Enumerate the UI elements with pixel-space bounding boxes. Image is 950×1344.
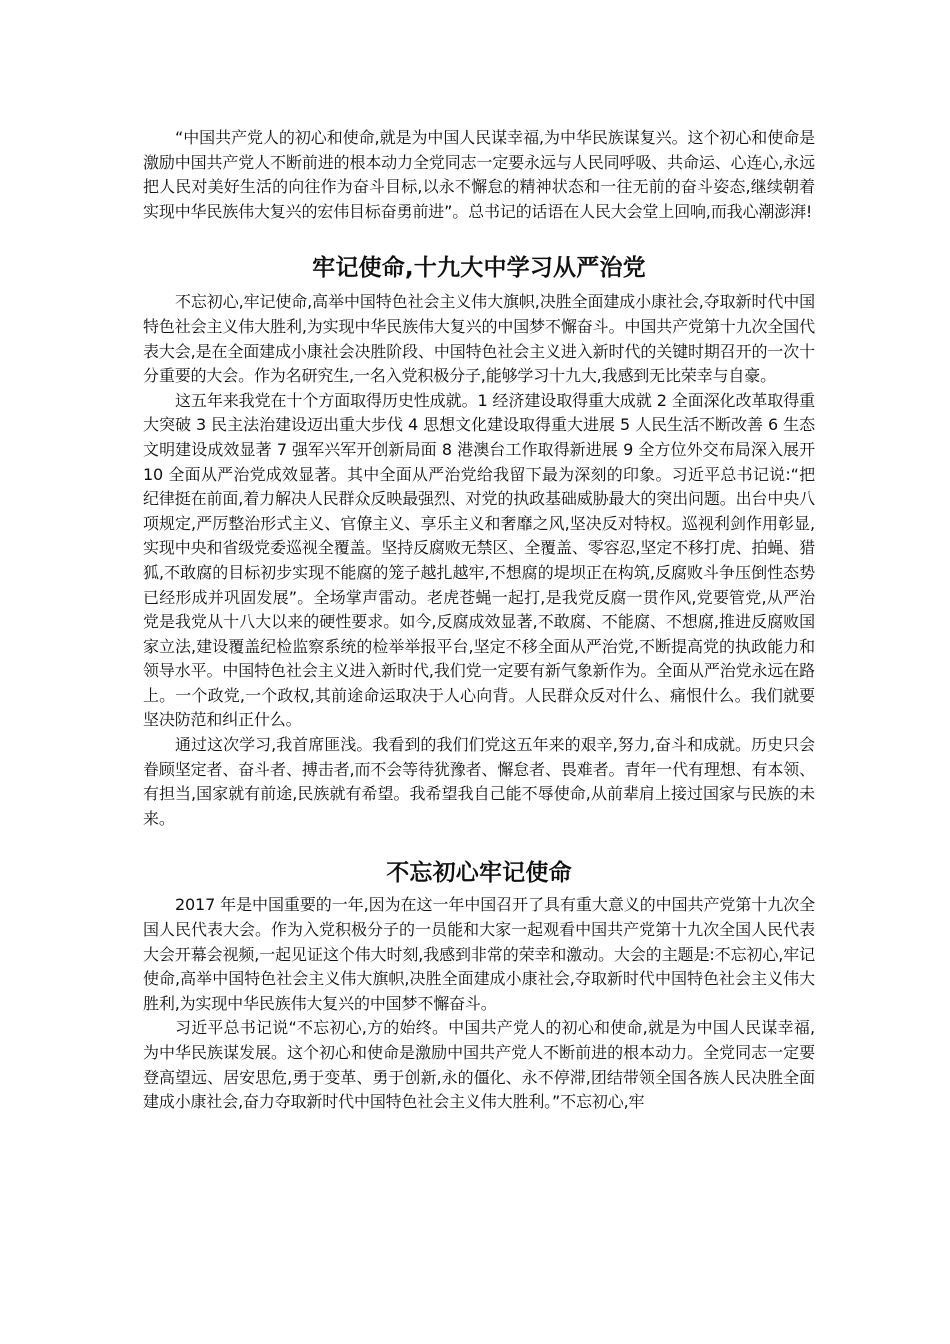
section-1-paragraph-2: 这五年来我党在十个方面取得历史性成就。1 经济建设取得重大成就 2 全面深化改革取得重大突破 3 民主法治建设迈出重大步伐 4 思想文化建设取得重大进展 5 人民生活不断改善 6 生态文明建设成效显著 7 强军兴军开创新局面 8 港澳台工作取得新进展 9 全方位外交布局深入展开 10 全面从严治党成效显著。其中全面从严治党给我留下最为深刻的印象。习近平总书记说:“把纪律挺在前面,着力解决人民群众反映最强烈、对党的执政基础威胁最大的突出问题。出台中央八项规定,严厉整治形式主义、官僚主义、享乐主义和奢靡之风,坚决反对特权。巡视利剑作用彰显,实现中央和省级党委巡视全覆盖。坚持反腐败无禁区、全覆盖、零容忍,坚定不移打虎、拍蝇、猎狐,不敢腐的目标初步实现不能腐的笼子越扎越牢,不想腐的堤坝正在构筑,反腐败斗争压倒性态势已经形成并巩固发展”。全场掌声雷动。老虎苍蝇一起打,是我党反腐一贯作风,党要管党,从严治党是我党从十八大以来的硬性要求。如今,反腐成效显著,不敢腐、不能腐、不想腐,推进反腐败国家立法,建设覆盖纪检监察系统的检举举报平台,坚定不移全面从严治党,不断提高党的执政能力和领导水平。中国特色社会主义进入新时代,我们党一定要有新气象新作为。全面从严治党永远在路上。一个政党,一个政权,其前途命运取决于人心向背。人民群众反对什么、痛恨什么。我们就要坚决防范和纠正什么。 bbox=[143, 390, 815, 730]
section-1-title: 牢记使命,十九大中学习从严治党 bbox=[312, 255, 646, 282]
document-page bbox=[143, 126, 815, 1115]
section-2-title: 不忘初心牢记使命 bbox=[386, 860, 572, 887]
intro-paragraph: “中国共产党人的初心和使命,就是为中国人民谋幸福,为中华民族谋复兴。这个初心和使命是激励中国共产党人不断前进的根本动力全党同志一定要永远与人民同呼吸、共命运、心连心,永远把人民对美好生活的向往作为奋斗目标,以永不懈怠的精神状态和一往无前的奋斗姿态,继续朝着实现中华民族伟大复兴的宏伟目标奋勇前进”。总书记的话语在人民大会堂上回响,而我心潮澎湃! bbox=[143, 128, 815, 221]
section-1-paragraph-3: 通过这次学习,我首席匪浅。我看到的我们们党这五年来的艰辛,努力,奋斗和成就。历史只会眷顾坚定者、奋斗者、搏击者,而不会等待犹豫者、懈怠者、畏难者。青年一代有理想、有本领、有担当,国家就有前途,民族就有希望。我希望我自己能不辱使命,从前辈肩上接过国家与民族的未来。 bbox=[143, 735, 815, 828]
section-1-paragraph-1: 不忘初心,牢记使命,高举中国特色社会主义伟大旗帜,决胜全面建成小康社会,夺取新时代中国特色社会主义伟大胜利,为实现中华民族伟大复兴的中国梦不懈奋斗。中国共产党第十九次全国代表大会,是在全面建成小康社会决胜阶段、中国特色社会主义进入新时代的关键时期召开的一次十分重要的大会。作为名研究生,一名入党积极分子,能够学习十九大,我感到无比荣幸与自豪。 bbox=[143, 292, 815, 386]
section-2-paragraph-1: 2017 年是中国重要的一年,因为在这一年中国召开了具有重大意义的中国共产党第十九次全国人民代表大会。作为入党积极分子的一员能和大家一起观看中国共产党第十九次全国人民代表大会开幕会视频,一起见证这个伟大时刻,我感到非常的荣幸和激动。大会的主题是:不忘初心,牢记使命,高举中国特色社会主义伟大旗帜,决胜全面建成小康社会,夺取新时代中国特色社会主义伟大胜利,为实现中华民族伟大复兴的中国梦不懈奋斗。 bbox=[143, 895, 815, 1013]
section-2-paragraph-2: 习近平总书记说“不忘初心,方的始终。中国共产党人的初心和使命,就是为中国人民谋幸福,为中华民族谋发展。这个初心和使命是激励中国共产党人不断前进的根本动力。全党同志一定要登高望远、居安思危,勇于变革、勇于创新,永的僵化、永不停滞,团结带领全国各族人民决胜全面建成小康社会,奋力夺取新时代中国特色社会主义伟大胜利。”不忘初心,牢 bbox=[143, 1018, 815, 1112]
